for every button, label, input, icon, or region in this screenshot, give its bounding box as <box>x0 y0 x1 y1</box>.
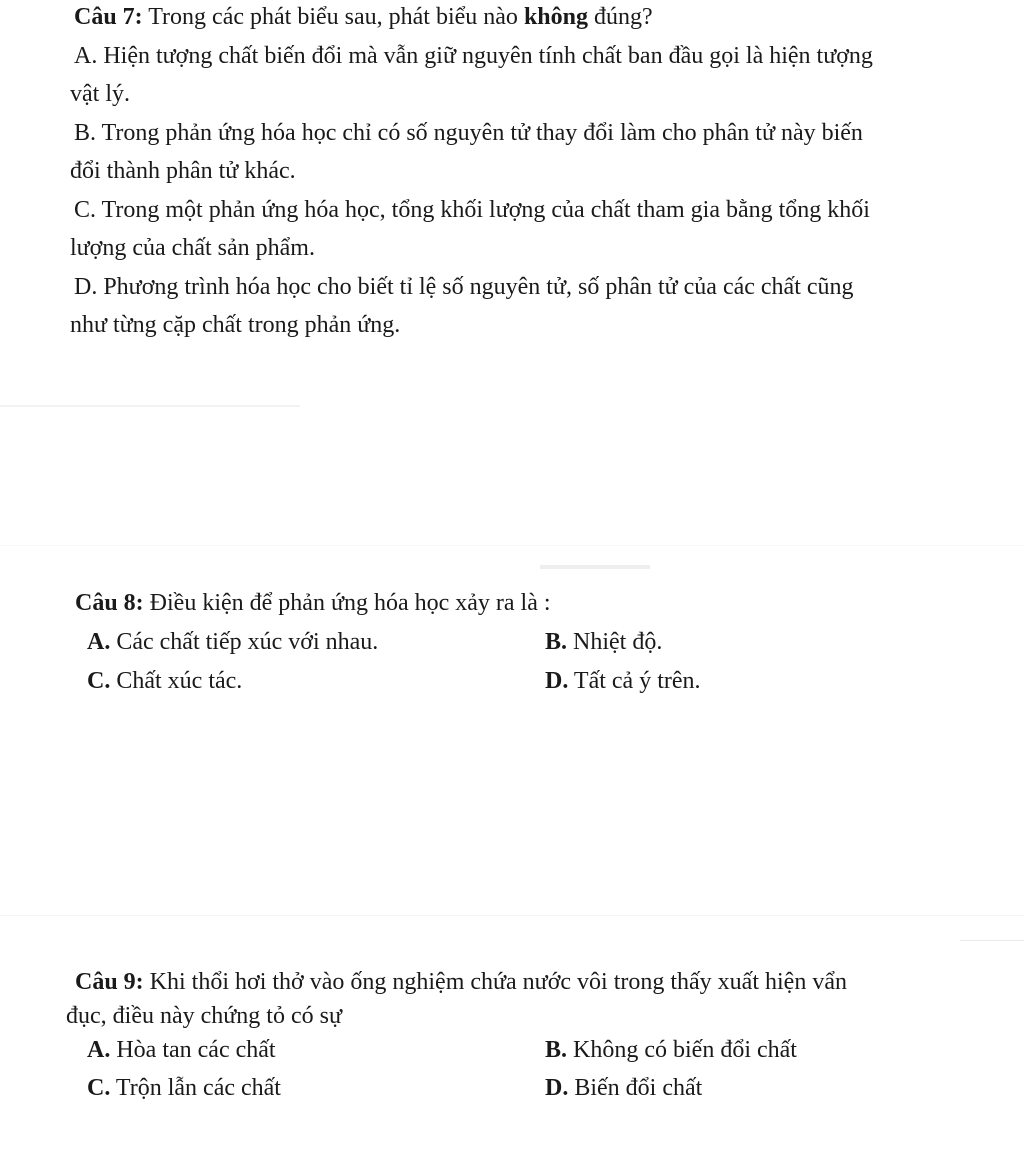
option-text: Biến đổi chất <box>568 1075 703 1101</box>
question-7-option-b-line2: đổi thành phân tử khác. <box>70 158 296 184</box>
question-9-stem-text: Khi thổi hơi thở vào ống nghiệm chứa nước vôi trong thấy xuất hiện vẩn <box>143 969 847 995</box>
scan-smudge <box>0 545 1024 546</box>
question-8-stem <box>75 590 551 617</box>
question-9-option-b[interactable] <box>545 1037 797 1064</box>
question-8-option-d[interactable] <box>545 668 701 695</box>
question-7-option-d-line1: D. Phương trình hóa học cho biết tỉ lệ số nguyên tử, số phân tử của các chất cũng <box>74 273 854 300</box>
option-text: Không có biến đổi chất <box>567 1037 797 1063</box>
option-letter: B. <box>545 629 568 655</box>
question-8-option-b[interactable] <box>545 629 662 656</box>
question-7-option-d-line2: như từng cặp chất trong phản ứng. <box>70 312 401 338</box>
option-text: Nhiệt độ. <box>567 629 663 655</box>
option-letter: D. <box>545 668 569 694</box>
question-7 <box>0 0 1024 345</box>
scan-smudge <box>960 940 1024 941</box>
scan-smudge <box>0 915 1024 916</box>
question-8-label: Câu 8: <box>75 590 144 616</box>
question-9-stem <box>66 963 994 1036</box>
option-letter: C. <box>87 668 111 694</box>
question-9-option-c[interactable] <box>87 1075 281 1102</box>
option-text: Chất xúc tác. <box>110 668 243 694</box>
question-8-option-c[interactable] <box>87 668 242 695</box>
option-letter: A. <box>87 1037 111 1063</box>
question-7-option-c-line1: C. Trong một phản ứng hóa học, tổng khối lượng của chất tham gia bằng tổng khối <box>74 196 870 223</box>
option-text: Các chất tiếp xúc với nhau. <box>110 629 379 655</box>
question-9-stem-line2: đục, điều này chứng tỏ có sự <box>66 1003 342 1029</box>
question-9-option-d[interactable] <box>545 1075 702 1102</box>
question-7-label: Câu 7: <box>74 4 143 30</box>
question-7-emphasis: không <box>523 4 588 30</box>
option-letter: C. <box>87 1075 111 1101</box>
option-text: Tất cả ý trên. <box>568 668 701 694</box>
option-letter: A. <box>87 629 111 655</box>
question-7-stem-text: Trong các phát biểu sau, phát biểu nào <box>142 4 524 30</box>
question-7-stem-end: đúng? <box>587 4 653 30</box>
question-9-option-a[interactable] <box>87 1037 276 1064</box>
question-7-option-a-line2: vật lý. <box>70 81 130 107</box>
question-8-stem-text: Điều kiện để phản ứng hóa học xảy ra là : <box>143 590 551 616</box>
question-8-option-a[interactable] <box>87 629 378 656</box>
question-7-option-c-line2: lượng của chất sản phẩm. <box>70 235 315 261</box>
option-text: Hòa tan các chất <box>110 1037 276 1063</box>
question-9-label: Câu 9: <box>75 969 144 995</box>
option-text: Trộn lẫn các chất <box>110 1075 281 1101</box>
question-7-option-a-line1: A. Hiện tượng chất biến đổi mà vẫn giữ nguyên tính chất ban đầu gọi là hiện tượng <box>74 42 873 69</box>
option-letter: D. <box>545 1075 569 1101</box>
question-7-stem <box>0 0 1024 37</box>
scan-smudge <box>540 565 650 569</box>
option-letter: B. <box>545 1037 568 1063</box>
question-7-option-b-line1: B. Trong phản ứng hóa học chỉ có số nguyên tử thay đổi làm cho phân tử này biến <box>74 119 863 146</box>
scan-smudge <box>0 405 300 407</box>
